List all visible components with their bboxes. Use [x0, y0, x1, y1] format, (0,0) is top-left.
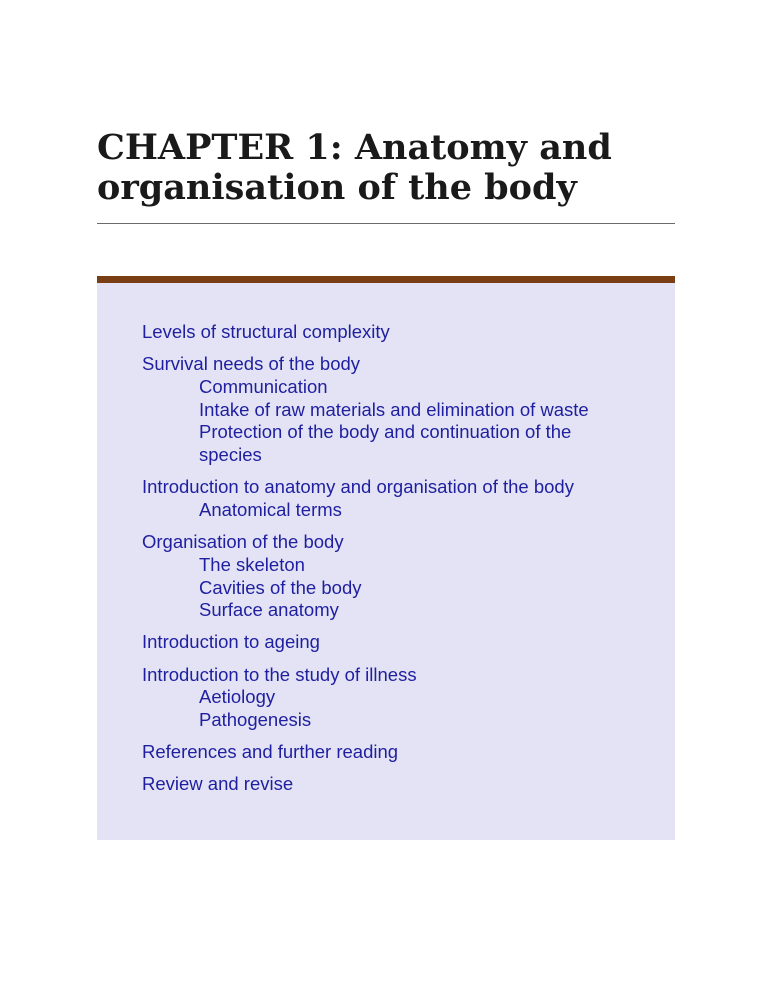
toc-entry — [142, 353, 612, 467]
toc-subsection-link[interactable]: Cavities of the body — [199, 576, 362, 598]
toc-subsection-link[interactable]: The skeleton — [199, 553, 305, 575]
toc-section-link[interactable]: References and further reading — [142, 741, 399, 763]
toc-entry — [142, 631, 612, 654]
chapter-contents-box — [97, 276, 675, 840]
toc-subsection-link[interactable]: Anatomical terms — [199, 498, 342, 520]
toc-entry — [142, 773, 612, 796]
toc-entry — [142, 531, 612, 622]
toc-section-link[interactable]: Levels of structural complexity — [142, 321, 390, 342]
toc-section-link[interactable]: Introduction to anatomy and organisation of the body — [142, 476, 574, 498]
toc-subsection-list — [142, 554, 612, 622]
toc-section-link[interactable]: Introduction to ageing — [142, 631, 320, 653]
toc-subsection-list — [142, 686, 612, 731]
toc-section-link[interactable]: Review and revise — [142, 773, 294, 795]
toc-entry — [142, 321, 612, 344]
toc-entry — [142, 476, 612, 521]
chapter-title: CHAPTER 1: Anatomy and organisation of the body — [97, 127, 612, 208]
toc-entry — [142, 741, 612, 764]
toc-section-link[interactable]: Introduction to the study of illness — [142, 663, 417, 685]
toc-entry — [142, 664, 612, 732]
title-divider — [97, 223, 675, 224]
toc-subsection-link[interactable]: Surface anatomy — [199, 599, 339, 621]
toc-subsection-link[interactable]: Pathogenesis — [199, 709, 312, 731]
toc-subsection-link[interactable]: Protection of the body and continuation of the species — [199, 421, 572, 466]
chapter-contents-list — [142, 321, 612, 806]
toc-subsection-link[interactable]: Communication — [199, 375, 328, 397]
toc-subsection-list — [142, 499, 612, 522]
toc-subsection-list — [142, 376, 612, 467]
toc-section-link[interactable]: Survival needs of the body — [142, 353, 361, 375]
toc-subsection-link[interactable]: Intake of raw materials and elimination of waste — [199, 398, 589, 420]
toc-subsection-link[interactable]: Aetiology — [199, 686, 276, 708]
toc-section-link[interactable]: Organisation of the body — [142, 531, 344, 553]
